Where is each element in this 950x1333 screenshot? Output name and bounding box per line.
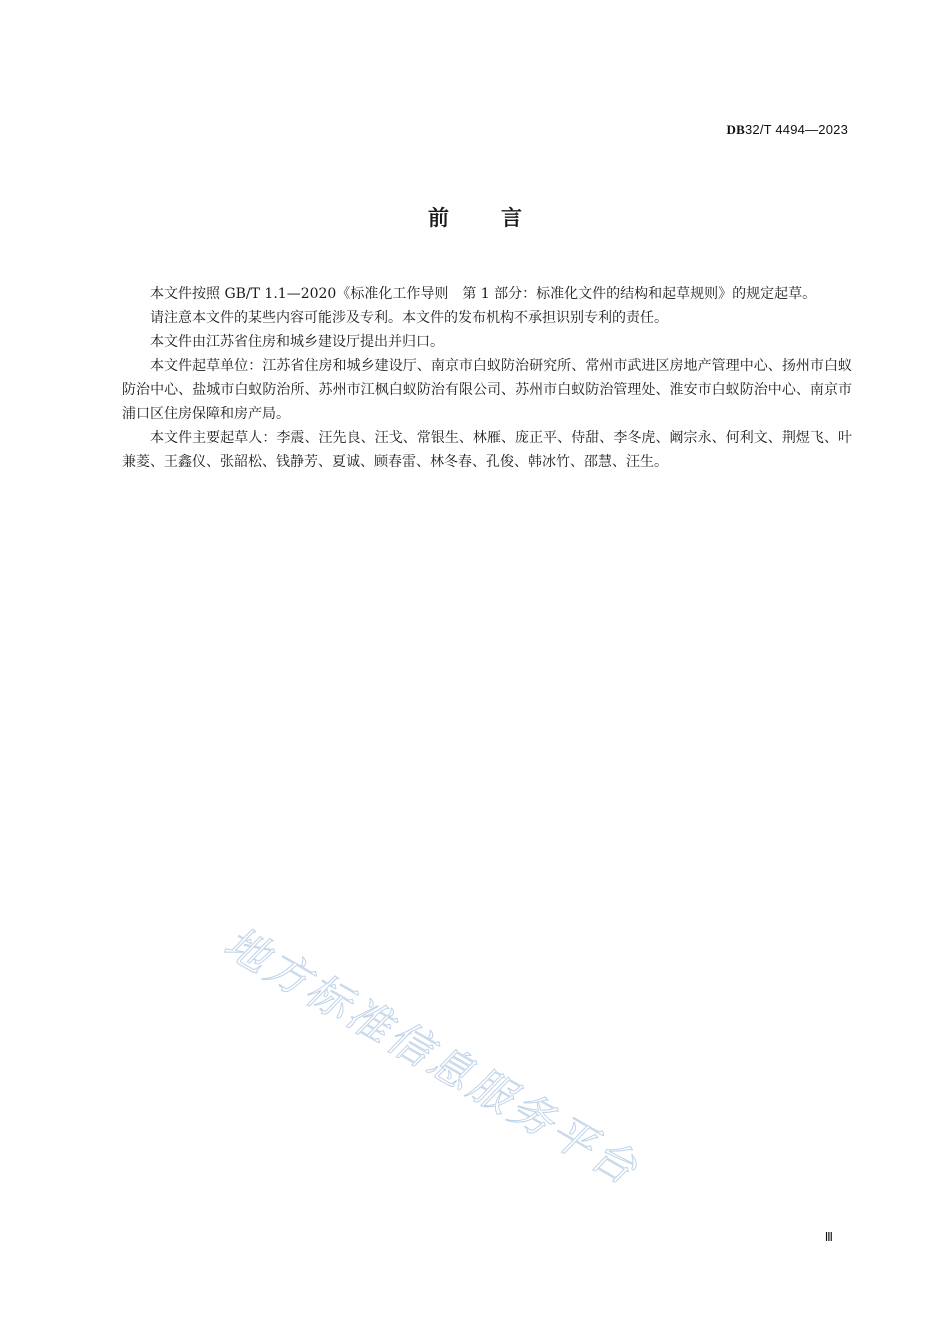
paragraph-patent-notice: 请注意本文件的某些内容可能涉及专利。本文件的发布机构不承担识别专利的责任。 [150, 310, 668, 326]
paragraph-drafting-rules: 本文件按照 GB/T 1.1—2020《标准化工作导则 第 1 部分：标准化文件的结构和起草规则》的规定起草。 [150, 286, 817, 302]
paragraph-drafters: 本文件主要起草人：李震、汪先良、汪戈、常银生、林雁、庞正平、侍甜、李冬虎、阚宗永、何利文、荆煜飞、叶兼菱、王鑫仪、张韶松、钱静芳、夏诚、顾春雷、林冬春、孔俊、韩冰竹、邵慧、汪生。 [122, 430, 852, 470]
document-code [727, 122, 849, 138]
document-code-prefix: DB [726, 122, 745, 137]
foreword-body [122, 282, 852, 474]
paragraph-drafting-units: 本文件起草单位：江苏省住房和城乡建设厅、南京市白蚁防治研究所、常州市武进区房地产管理中心、扬州市白蚁防治中心、盐城市白蚁防治所、苏州市江枫白蚁防治有限公司、苏州市白蚁防治管理处、淮安市白蚁防治中心、南京市浦口区住房保障和房产局。 [122, 358, 852, 422]
page-title: 前言 [428, 206, 574, 230]
page-number: Ⅲ [824, 1230, 833, 1244]
document-code-number: 32/T 4494—2023 [744, 122, 848, 137]
watermark: 地方标准信息服务平台 [215, 917, 648, 1197]
paragraph-proposer: 本文件由江苏省住房和城乡建设厅提出并归口。 [150, 334, 444, 350]
